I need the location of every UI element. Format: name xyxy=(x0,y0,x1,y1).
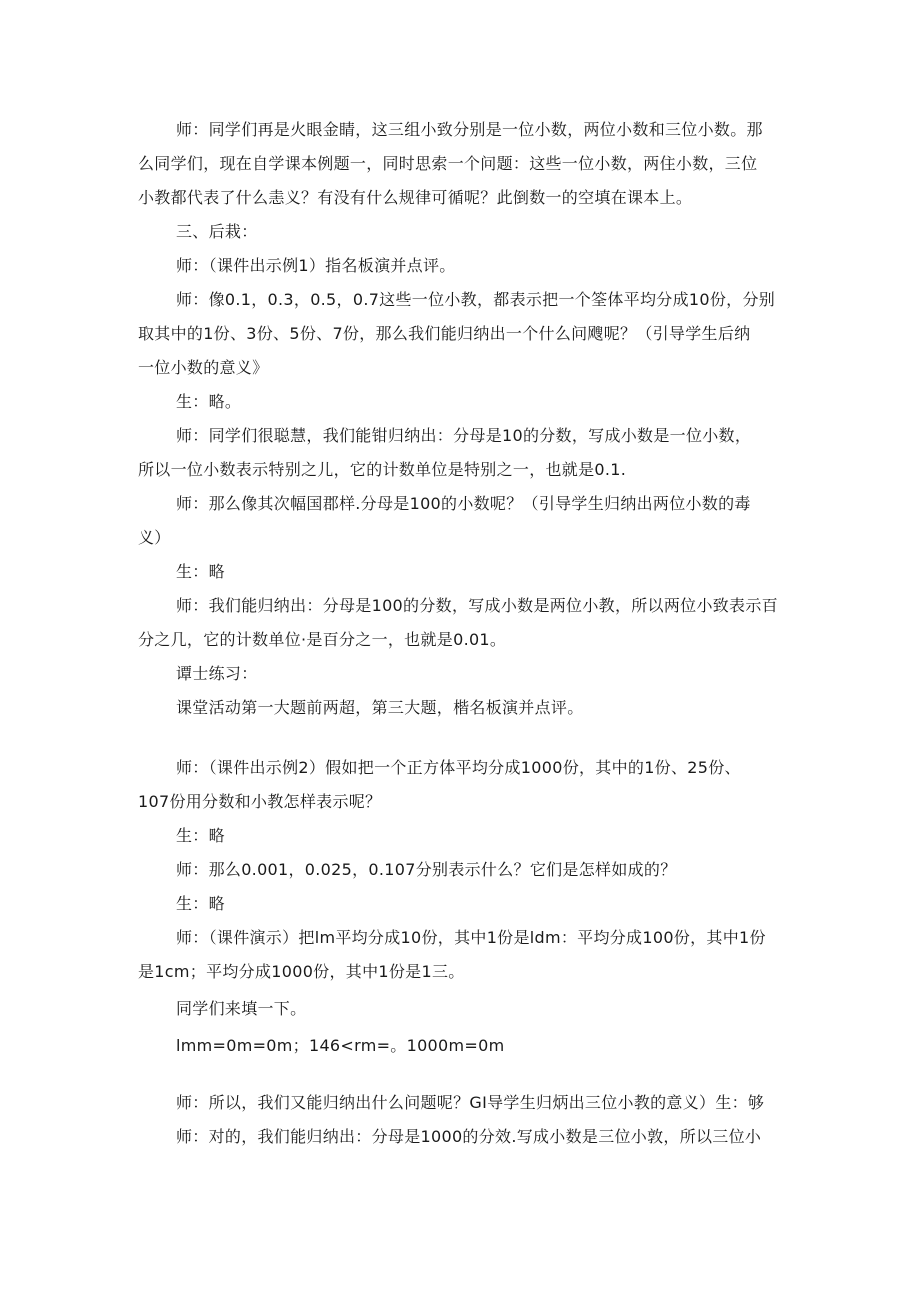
text-line: 义） xyxy=(138,528,171,547)
text-line: 师：（课件出示例1）指名板演并点评。 xyxy=(176,256,456,275)
text-line: 取其中的1份、3份、5份、7份，那么我们能归纳出一个什么问飕呢？（引导学生后纳 xyxy=(138,324,751,343)
section-heading: 三、后栽： xyxy=(176,222,258,241)
text-line: 师：同学们很聪慧，我们能钳归纳出：分母是10的分数，写成小数是一位小数， xyxy=(176,426,752,445)
text-line: 师：对的，我们能归纳出：分母是1000的分效.写成小数是三位小敦，所以三位小 xyxy=(176,1127,762,1146)
text-line: 一位小数的意义》 xyxy=(138,358,269,377)
text-line: 师：我们能归纳出：分母是100的分数，写成小数是两位小教，所以两位小致表示百 xyxy=(176,596,778,615)
text-line: 么同学们，现在自学课本例题一，同时思索一个问题：这些一位小数，两住小数，三位 xyxy=(138,154,758,173)
text-line: 师：（课件出示例2）假如把一个正方体平均分成1000份，其中的1份、25份、 xyxy=(176,758,741,777)
text-line: 师：那么像其次幅国郡样.分母是100的小数呢？（引导学生归纳出两位小数的毒 xyxy=(176,494,751,513)
formula-line: lmm=0m=0m；146<rm=。1000m=0m xyxy=(176,1036,505,1055)
text-line: 生：略。 xyxy=(176,392,242,411)
text-line: 师：那么0.001，0.025，0.107分别表示什么？它们是怎样如成的？ xyxy=(176,860,677,879)
text-line: 是1cm；平均分成1000份，其中1份是1三。 xyxy=(138,962,465,981)
text-line: 生：略 xyxy=(176,562,225,581)
text-line: 小教都代表了什么恚义？有没有什么规律可循呢？此倒数一的空填在课本上。 xyxy=(138,188,693,207)
text-line: 师：（课件演示）把lm平均分成10份，其中1份是ldm：平均分成100份，其中1份 xyxy=(176,928,766,947)
text-line: 107份用分数和小教怎样表示呢？ xyxy=(138,792,382,811)
text-line: 师：所以，我们又能归纳出什么问题呢？GI导学生归炳出三位小教的意义）生：够 xyxy=(176,1093,765,1112)
text-line: 生：略 xyxy=(176,826,225,845)
text-line: 师：像0.1，0.3，0.5，0.7这些一位小教，都表示把一个筌体平均分成10份，分别 xyxy=(176,290,776,309)
text-line: 生：略 xyxy=(176,894,225,913)
text-line: 同学们来填一下。 xyxy=(176,999,307,1018)
text-line: 所以一位小数表示特别之儿，它的计数单位是特别之一，也就是0.1. xyxy=(138,460,627,479)
text-line: 师：同学们再是火眼金睛，这三组小致分别是一位小数，两位小数和三位小数。那 xyxy=(176,120,763,139)
section-heading: 谭士练习： xyxy=(176,664,258,683)
text-line: 课堂活动第一大题前两超，第三大题，楷名板演并点评。 xyxy=(176,698,584,717)
text-line: 分之几，它的计数单位·是百分之一，也就是0.01。 xyxy=(138,630,507,649)
